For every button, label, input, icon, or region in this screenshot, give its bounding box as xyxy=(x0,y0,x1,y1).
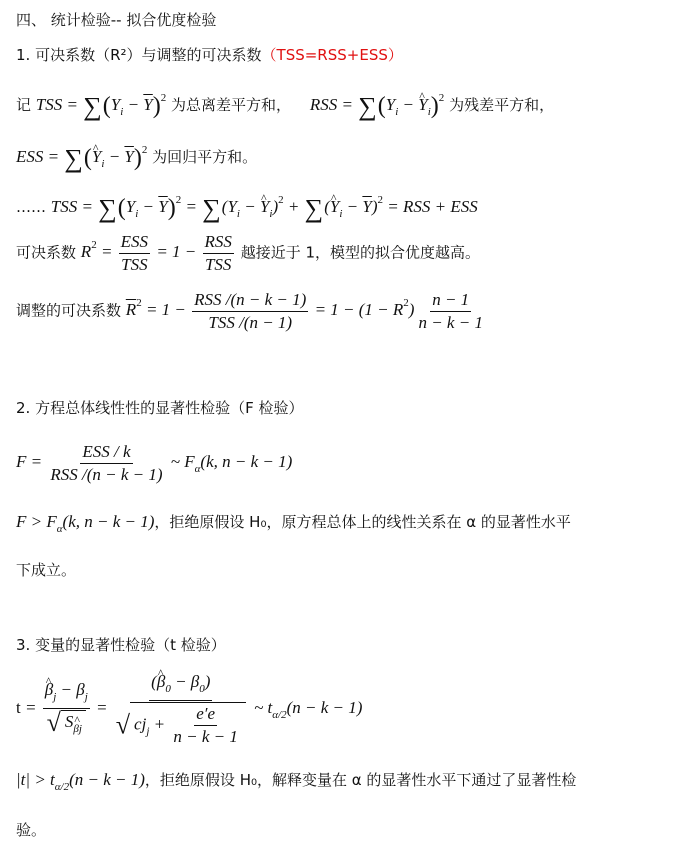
f-decision-text: ，拒绝原假设 H₀，原方程总体上的线性关系在 α 的显著性水平 xyxy=(154,513,571,531)
f-condition: $F > F_\alpha(k$, n − k − 1) xyxy=(16,512,155,535)
t-decision-text: ，拒绝原假设 H₀，解释变量在 α 的显著性水平下通过了显著性检 xyxy=(144,771,577,789)
t-decision xyxy=(16,770,576,797)
s2-heading: 2. 方程总体线性性的显著性检验（F 检验） xyxy=(16,399,304,417)
section-title: 四、 统计检验-- 拟合优度检验 xyxy=(16,11,217,29)
rss-formula: RSS = $\sum(Y_i$ − ^ $Y_i)^2$ xyxy=(310,95,444,114)
t-decision-cont: 验。 xyxy=(16,821,47,839)
s1-heading-identity: （TSS=RSS+ESS） xyxy=(261,46,403,64)
r2-suffix: 越接近于 1，模型的拟合优度越高。 xyxy=(240,243,481,262)
tss-label: 为总离差平方和， xyxy=(171,96,292,114)
t-condition: $|t| > t_{\alpha/2}(n - k - 1)$ xyxy=(16,770,145,793)
s1-heading-text: 1. 可决系数（R²）与调整的可决系数 xyxy=(16,46,262,64)
f-statistic xyxy=(16,442,292,485)
adj-r2-formula: $\overline{R}^2 = 1$ − $\frac{\text{RSS /(n − k − 1)}}{\text{TSS /(n − 1)}}$ = $1 - (1 - R^2)$ $\frac{n - 1}{n - k - 1}$ xyxy=(125,290,483,332)
ess-formula: ESS = ∑(^ $Y_i - \overline{Y})^2$ xyxy=(16,147,147,166)
f-decision-cont: 下成立。 xyxy=(16,561,77,579)
tss-prefix: 记 xyxy=(16,96,32,114)
ellipsis: …… xyxy=(16,198,46,216)
adj-r2-prefix: 调整的可决系数 xyxy=(16,301,122,320)
s3-heading: 3. 变量的显著性检验（t 检验） xyxy=(16,636,226,654)
t-statistic xyxy=(16,672,362,747)
tss-formula: TSS = $\sum(Y_i - \overline{Y})^2$ xyxy=(35,92,167,121)
f-decision xyxy=(16,512,571,539)
r2-formula: $R^2$ = $\frac{\text{ESS}}{\text{TSS}}$ = 1 − $\frac{\text{RSS}}{\text{TSS}}$ xyxy=(80,232,232,274)
r2-line xyxy=(16,232,480,275)
adj-r2-line xyxy=(16,290,487,333)
f-formula: F = $\frac{\text{ESS / k}}{\text{RSS /(n − k − 1)}}$ ~ $F_\alpha(k$, n − k − 1) xyxy=(16,442,293,484)
decomposition xyxy=(16,190,478,224)
ess-definition xyxy=(16,140,257,174)
rss-label: 为残差平方和， xyxy=(449,96,555,114)
r2-prefix: 可决系数 xyxy=(16,243,77,262)
t-formula: t = ^ $\frac{\beta_j - \beta_j}{√ S\^{} _{\beta j}}$ = (^ $\beta_0 - \beta_0$) √ $cj_j$ + $\frac{e'e}{n - k - 1}$ ~ $t_{\alpha/2}(n - k - 1)$ xyxy=(16,698,362,717)
tss-rss-definition xyxy=(16,88,554,122)
s1-heading xyxy=(16,45,403,65)
ess-label: 为回归平方和。 xyxy=(152,148,258,166)
decomposition-formula: TSS = $\sum(Y_i - \overline{Y})^2 = \sum(Y_i$ − ^ $Y_i)^2$ + ∑(^ $Y_i - \overline{Y})^2$ = RSS + ESS xyxy=(51,197,478,216)
